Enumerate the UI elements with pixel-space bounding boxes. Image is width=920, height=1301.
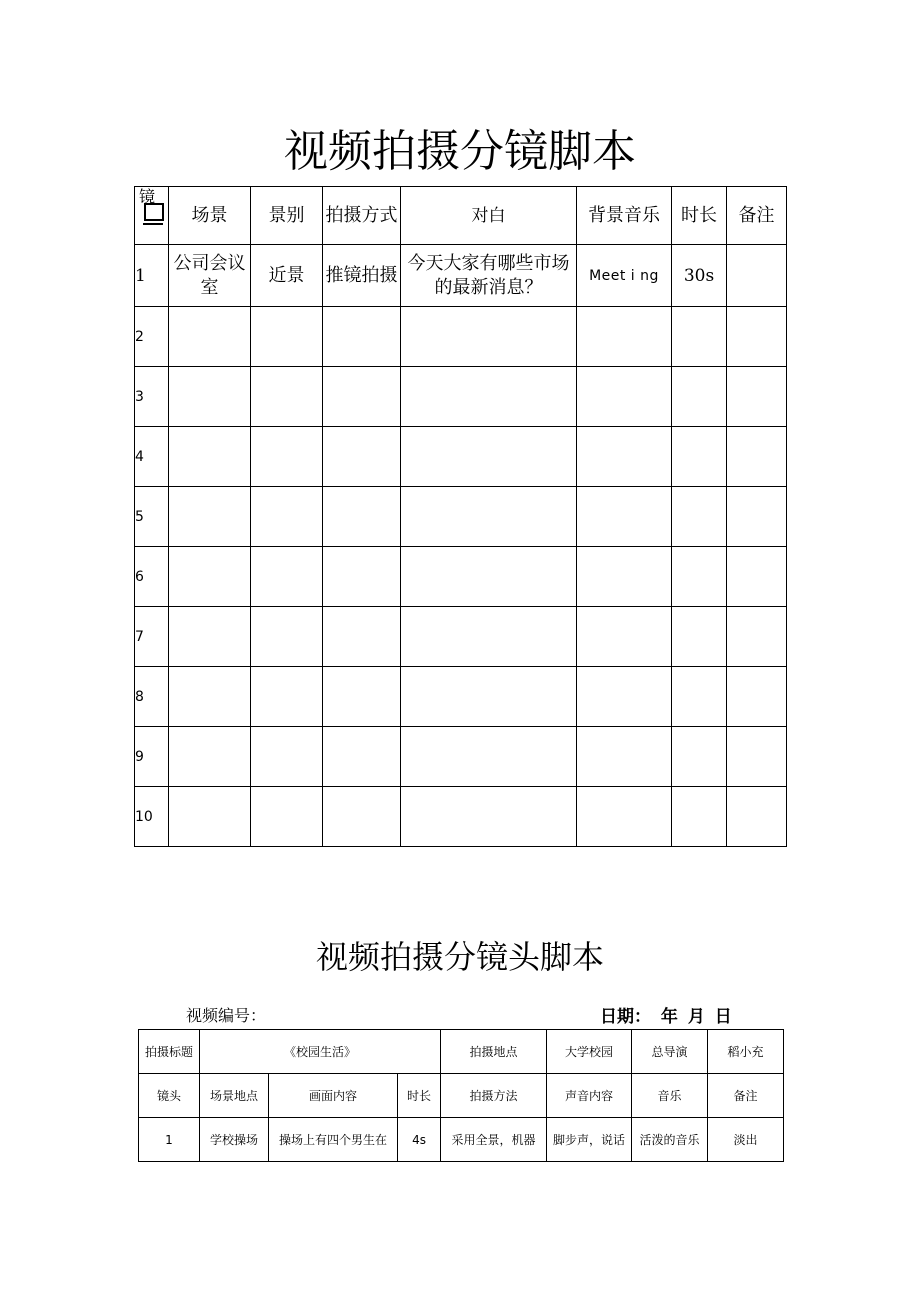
table-row bbox=[135, 487, 787, 547]
row-number: 10 bbox=[135, 787, 169, 847]
header-note: 备注 bbox=[708, 1074, 784, 1118]
storyboard-table bbox=[134, 186, 787, 847]
row-number: 4 bbox=[135, 427, 169, 487]
cell-sound: 脚步声，说话 bbox=[547, 1118, 632, 1162]
date-label: 日期： bbox=[600, 1007, 651, 1027]
cell-duration: 4s bbox=[398, 1118, 441, 1162]
table-row bbox=[135, 787, 787, 847]
corner-label: 镜 bbox=[139, 187, 156, 206]
row-number: 3 bbox=[135, 367, 169, 427]
row-number: 5 bbox=[135, 487, 169, 547]
header-shot: 镜头 bbox=[139, 1074, 200, 1118]
shot-number-header bbox=[135, 187, 169, 245]
header-dialogue: 对白 bbox=[401, 187, 577, 245]
cell-location: 学校操场 bbox=[200, 1118, 269, 1162]
title-label: 拍摄标题 bbox=[139, 1030, 200, 1074]
table-row bbox=[135, 307, 787, 367]
cell-dialogue: 今天大家有哪些市场的最新消息？ bbox=[401, 245, 577, 307]
cell-music: 活泼的音乐 bbox=[632, 1118, 708, 1162]
table-header-row bbox=[139, 1074, 784, 1118]
table-row bbox=[135, 547, 787, 607]
date-line bbox=[596, 1002, 732, 1027]
cell-music: Meet i ng bbox=[577, 245, 672, 307]
row-number: 7 bbox=[135, 607, 169, 667]
cell-shot-size: 近景 bbox=[251, 245, 323, 307]
header-sound: 声音内容 bbox=[547, 1074, 632, 1118]
header-method: 拍摄方法 bbox=[441, 1074, 547, 1118]
underline-glyph bbox=[143, 223, 163, 225]
date-year: 年 bbox=[660, 1007, 678, 1027]
row-number: 2 bbox=[135, 307, 169, 367]
director-label: 总导演 bbox=[632, 1030, 708, 1074]
header-music: 音乐 bbox=[632, 1074, 708, 1118]
header-scene: 场景 bbox=[169, 187, 251, 245]
table-row bbox=[135, 427, 787, 487]
cell-note bbox=[727, 245, 787, 307]
table-row bbox=[135, 727, 787, 787]
header-duration: 时长 bbox=[398, 1074, 441, 1118]
checkbox-glyph bbox=[144, 203, 164, 221]
cell-duration: 30s bbox=[672, 245, 727, 307]
cell-method: 推镜拍摄 bbox=[323, 245, 401, 307]
header-method: 拍摄方式 bbox=[323, 187, 401, 245]
header-shot-size: 景别 bbox=[251, 187, 323, 245]
table-row bbox=[135, 667, 787, 727]
info-row bbox=[139, 1030, 784, 1074]
row-number: 8 bbox=[135, 667, 169, 727]
date-day: 日 bbox=[714, 1007, 732, 1027]
cell-scene: 公司会议室 bbox=[169, 245, 251, 307]
video-number-label: 视频编号： bbox=[186, 1006, 267, 1025]
location-label: 拍摄地点 bbox=[441, 1030, 547, 1074]
cell-content: 操场上有四个男生在 bbox=[269, 1118, 398, 1162]
row-number: 1 bbox=[135, 245, 169, 307]
director-value: 稻小充 bbox=[708, 1030, 784, 1074]
table-header-row bbox=[135, 187, 787, 245]
date-month: 月 bbox=[687, 1007, 705, 1027]
header-note: 备注 bbox=[727, 187, 787, 245]
header-content: 画面内容 bbox=[269, 1074, 398, 1118]
header-music: 背景音乐 bbox=[577, 187, 672, 245]
cell-method: 采用全景，机器 bbox=[441, 1118, 547, 1162]
table-row bbox=[135, 367, 787, 427]
header-location: 场景地点 bbox=[200, 1074, 269, 1118]
page-title: 视频拍摄分镜脚本 bbox=[284, 126, 636, 177]
section-title: 视频拍摄分镜头脚本 bbox=[315, 938, 604, 976]
cell-note: 淡出 bbox=[708, 1118, 784, 1162]
row-number: 6 bbox=[135, 547, 169, 607]
location-value: 大学校园 bbox=[547, 1030, 632, 1074]
title-value: 《校园生活》 bbox=[200, 1030, 441, 1074]
table-row bbox=[135, 607, 787, 667]
table-row bbox=[135, 245, 787, 307]
table-row bbox=[139, 1118, 784, 1162]
cell-shot: 1 bbox=[139, 1118, 200, 1162]
header-duration: 时长 bbox=[672, 187, 727, 245]
shot-script-table bbox=[138, 1029, 784, 1162]
row-number: 9 bbox=[135, 727, 169, 787]
